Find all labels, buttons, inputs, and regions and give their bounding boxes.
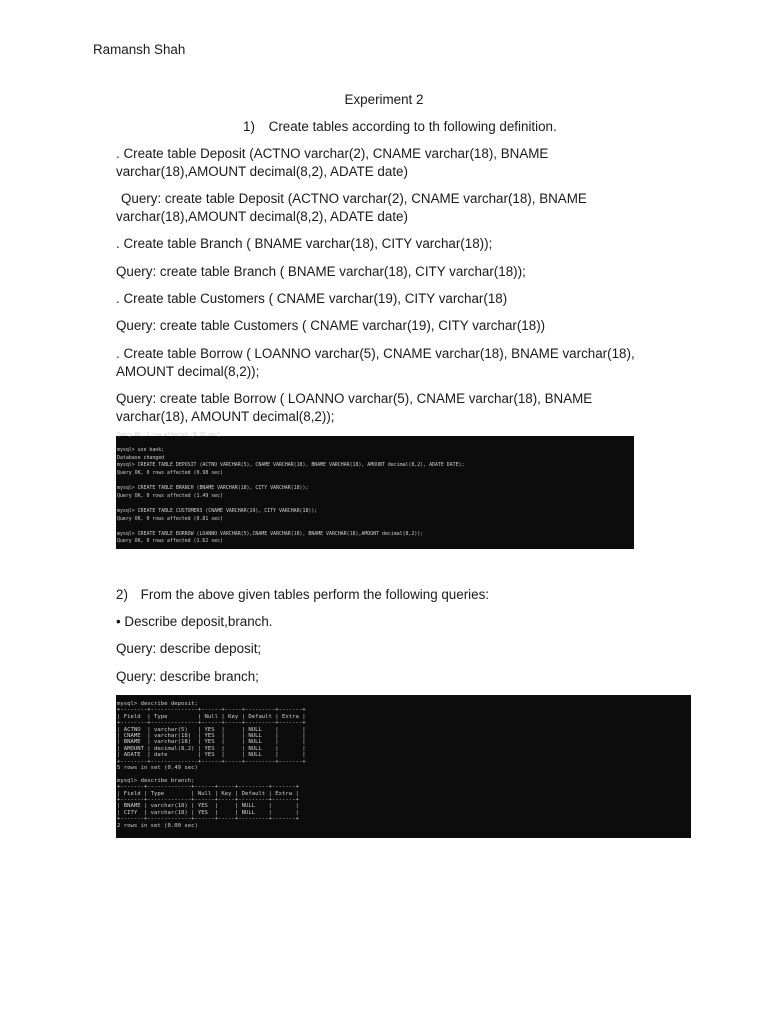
terminal-line: mysql> use bank; <box>117 447 165 454</box>
customers-query: Query: create table Customers ( CNAME varchar(19), CITY varchar(18)) <box>116 318 546 333</box>
terminal-line: | Field | Type | Null | Key | Default | Extra | <box>117 713 306 720</box>
terminal-line: | AMOUNT | decimal(8,2) | YES | | NULL | | <box>117 745 306 752</box>
terminal-line: mysql> CREATE TABLE BORROW (LOANNO VARCHAR(5),CNAME VARCHAR(18), BNAME VARCHAR(18),AMOUNT decimal(8,2)); <box>117 530 424 537</box>
document-title: Experiment 2 <box>344 92 424 107</box>
terminal-output <box>117 701 691 829</box>
terminal-line: mysql> CREATE TABLE DEPOSIT (ACTNO VARCHAR(5), CNAME VARCHAR(18), BNAME VARCHAR(18), AMOUNT decimal(8,2), ADATE DATE); <box>117 462 465 469</box>
terminal-line: | ADATE | date | YES | | NULL | | <box>117 752 306 759</box>
terminal-line: Query OK, 1 row affected (0.15 sec) <box>117 432 221 438</box>
terminal-line: +-------+-------------+------+-----+---------+-------+ <box>117 816 299 823</box>
deposit-definition: . Create table Deposit (ACTNO varchar(2), CNAME varchar(18), BNAME varchar(18),AMOUNT decimal(8,2), ADATE date) <box>116 146 549 179</box>
terminal-line: 2 rows in set (0.00 sec) <box>117 822 198 829</box>
borrow-query: Query: create table Borrow ( LOANNO varchar(5), CNAME varchar(18), BNAME varchar(18), AMOUNT decimal(8,2)); <box>116 391 593 424</box>
section2-number: 2) <box>116 587 128 602</box>
terminal-line <box>117 523 634 531</box>
terminal-line <box>117 478 634 486</box>
deposit-query: Query: create table Deposit (ACTNO varchar(2), CNAME varchar(18), BNAME varchar(18),AMOUNT decimal(8,2), ADATE date) <box>116 191 587 224</box>
terminal-output <box>117 432 634 546</box>
describe-deposit-query: Query: describe deposit; <box>116 641 262 656</box>
terminal-line: 5 rows in set (0.49 sec) <box>117 765 198 772</box>
terminal-line: Query OK, 0 rows affected (0.81 sec) <box>117 515 223 522</box>
terminal-line: Database changed <box>117 454 165 461</box>
terminal-screenshot-create-tables <box>116 432 634 549</box>
terminal-line: mysql> describe branch; <box>117 777 195 784</box>
terminal-screenshot-describe <box>116 695 691 838</box>
terminal-line: Query OK, 0 rows affected (0.98 sec) <box>117 469 223 476</box>
terminal-line: mysql> CREATE TABLE CUSTOMERS (CNAME VARCHAR(19), CITY VARCHAR(18)); <box>117 507 318 514</box>
terminal-line: | CITY | varchar(18) | YES | | NULL | | <box>117 809 299 816</box>
terminal-line: +-------+-------------+------+-----+---------+-------+ <box>117 797 299 804</box>
terminal-line: | ACTNO | varchar(5) | YES | | NULL | | <box>117 726 306 733</box>
terminal-line: | Field | Type | Null | Key | Default | Extra | <box>117 790 299 797</box>
terminal-line: +--------+--------------+------+-----+---------+-------+ <box>117 720 306 727</box>
author-name: Ramansh Shah <box>93 42 186 57</box>
terminal-line: +--------+--------------+------+-----+---------+-------+ <box>117 758 306 765</box>
borrow-definition: . Create table Borrow ( LOANNO varchar(5), CNAME varchar(18), BNAME varchar(18), AMOUNT decimal(8,2)); <box>116 346 635 379</box>
branch-query: Query: create table Branch ( BNAME varchar(18), CITY varchar(18)); <box>116 264 526 279</box>
terminal-line: mysql> describe deposit; <box>117 701 198 707</box>
terminal-line <box>117 500 634 508</box>
section1-heading-text: Create tables according to th following definition. <box>268 119 557 134</box>
terminal-line: mysql> CREATE TABLE BRANCH (BNAME VARCHAR(18), CITY VARCHAR(18)); <box>117 485 309 492</box>
section2-heading <box>116 586 489 604</box>
section1-number: 1) <box>243 119 255 134</box>
terminal-line: Query OK, 0 rows affected (1.49 sec) <box>117 492 223 499</box>
terminal-line: Query OK, 0 rows affected (1.62 sec) <box>117 538 223 545</box>
terminal-line: | CNAME | varchar(18) | YES | | NULL | | <box>117 733 306 740</box>
terminal-line: +--------+--------------+------+-----+---------+-------+ <box>117 707 306 714</box>
terminal-line <box>117 440 634 448</box>
terminal-line: | BNAME | varchar(18) | YES | | NULL | | <box>117 739 306 746</box>
section2-heading-text: From the above given tables perform the following queries: <box>140 587 489 602</box>
branch-definition: . Create table Branch ( BNAME varchar(18), CITY varchar(18)); <box>116 236 493 251</box>
describe-bullet: • Describe deposit,branch. <box>116 614 273 629</box>
section1-heading <box>243 118 557 136</box>
terminal-line: +-------+-------------+------+-----+---------+-------+ <box>117 784 299 791</box>
customers-definition: . Create table Customers ( CNAME varchar(19), CITY varchar(18) <box>116 291 508 306</box>
terminal-line: | BNAME | varchar(18) | YES | | NULL | | <box>117 803 299 810</box>
describe-branch-query: Query: describe branch; <box>116 669 259 684</box>
